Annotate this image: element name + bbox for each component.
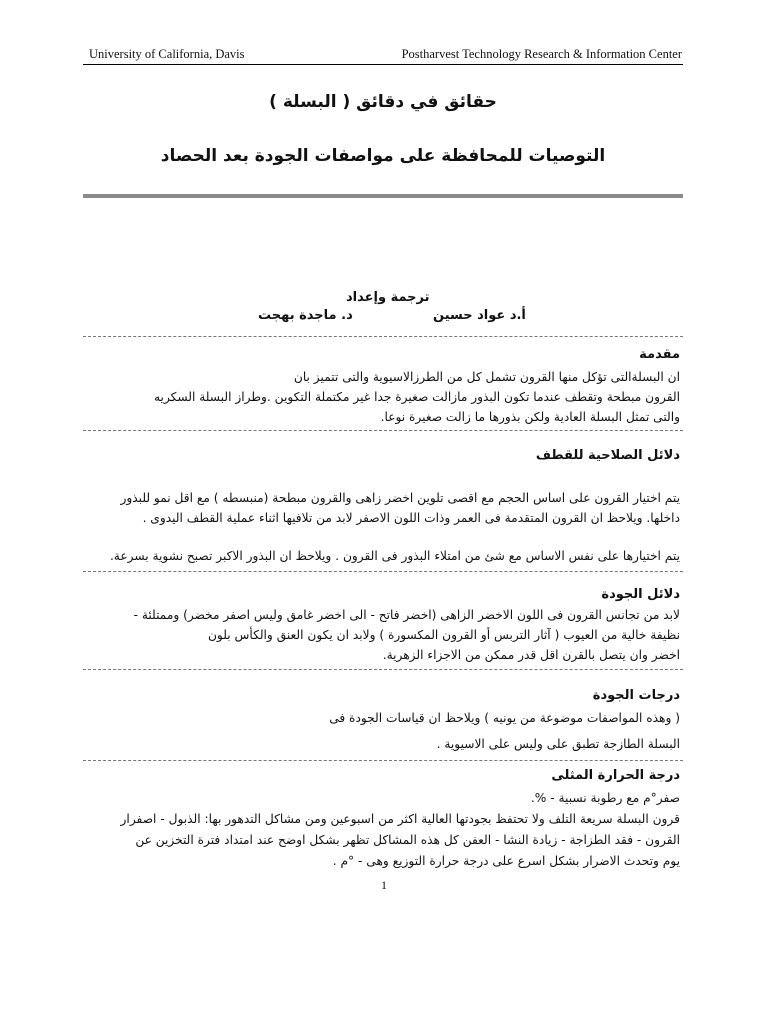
credits-label: ترجمة وإعداد xyxy=(346,290,430,305)
text-line: القرون - فقد الطزاجة - زيادة النشا - العفن كل هذه المشاكل تظهر بشكل اوضح عند امتداد فترة التخزين عن xyxy=(135,833,680,847)
author-1: أ.د عواد حسين xyxy=(433,308,526,323)
section-title-grades: درجات الجودة xyxy=(592,688,680,703)
header-right: Postharvest Technology Research & Information Center xyxy=(401,47,682,61)
document-title: حقائق في دقائق ( البسلة ) xyxy=(269,92,497,112)
section-title-maturity: دلائل الصلاحية للقطف xyxy=(535,448,680,463)
section-body-quality xyxy=(76,605,680,665)
header-left: University of California, Davis xyxy=(89,47,245,61)
divider xyxy=(83,430,683,431)
text-line: صفر°م مع رطوبة نسبية - %. xyxy=(530,791,680,805)
divider xyxy=(83,336,683,337)
section-body-temperature xyxy=(76,788,680,872)
text-line: اخضر وان يتصل بالقرن اقل قدر ممكن من الاجزاء الزهرية. xyxy=(382,648,680,662)
divider xyxy=(83,571,683,572)
text-line: والتى تمثل البسلة العادية ولكن بذورها ما زالت صغيرة نوعا. xyxy=(380,410,680,424)
text-line: لابد من تجانس القرون فى اللون الاخضر الزاهى (اخضر فاتح - الى اخضر غامق وليس اصفر مخضر) وممتلئة - xyxy=(133,608,680,622)
section-body-grades xyxy=(76,708,680,754)
text-line: داخلها. ويلاحظ ان القرون المتقدمة فى العمر وذات اللون الاصفر لابد من تلافيها اثناء عملية القطف اليدوى . xyxy=(142,511,680,525)
text-line: يتم اختيار القرون على اساس الحجم مع اقصى تلوين اخضر زاهى والقرون مبطحة (منبسطه ) مع اقل نمو للبذور xyxy=(120,491,680,505)
section-body-maturity xyxy=(76,488,680,528)
divider xyxy=(83,669,683,670)
text-line: البسلة الطازجة تطبق على وليس على الاسيوية . xyxy=(436,737,680,751)
author-2: د. ماجدة بهجت xyxy=(258,308,353,323)
divider xyxy=(83,760,683,761)
text-line: ( وهذه المواصفات موضوعة من يونيه ) ويلاحظ ان قياسات الجودة فى xyxy=(329,711,680,725)
document-subtitle: التوصيات للمحافظة على مواصفات الجودة بعد الحصاد xyxy=(160,146,606,166)
text-line: قرون البسلة سريعة التلف ولا تحتفظ بجودتها العالية اكثر من اسبوعين ومن مشاكل التدهور بها: الذبول - اصفرار xyxy=(120,812,680,826)
text-line: نظيفة خالية من العيوب ( آثار التربس أو القرون المكسورة ) ولابد ان يكون العنق والكأس بلون xyxy=(207,628,680,642)
section-body-intro xyxy=(76,367,680,427)
text-line: يتم اختيارها على نفس الاساس مع شئ من امتلاء البذور فى القرون . ويلاحظ ان البذور الاكبر تصبح نشوية بسرعة. xyxy=(109,549,680,563)
section-title-intro: مقدمة xyxy=(639,347,680,362)
text-line: ان البسلةالتى تؤكل منها القرون تشمل كل من الطرزالاسيوية والتى تتميز بان xyxy=(293,370,680,384)
text-line: يوم وتحدث الاضرار بشكل اسرع على درجة حرارة التوزيع وهى - °م . xyxy=(332,854,680,868)
section-body-maturity-2 xyxy=(76,546,680,566)
header-rule xyxy=(83,64,683,65)
section-title-quality: دلائل الجودة xyxy=(601,587,680,602)
text-line: القرون مبطحة وتقطف عندما تكون البذور مازالت صغيرة جدا غير مكتملة التكوين .وطراز البسلة السكريه xyxy=(154,390,680,404)
section-title-temperature: درجة الحرارة المثلى xyxy=(551,768,680,783)
title-divider xyxy=(83,194,683,198)
page-number: 1 xyxy=(381,878,387,892)
